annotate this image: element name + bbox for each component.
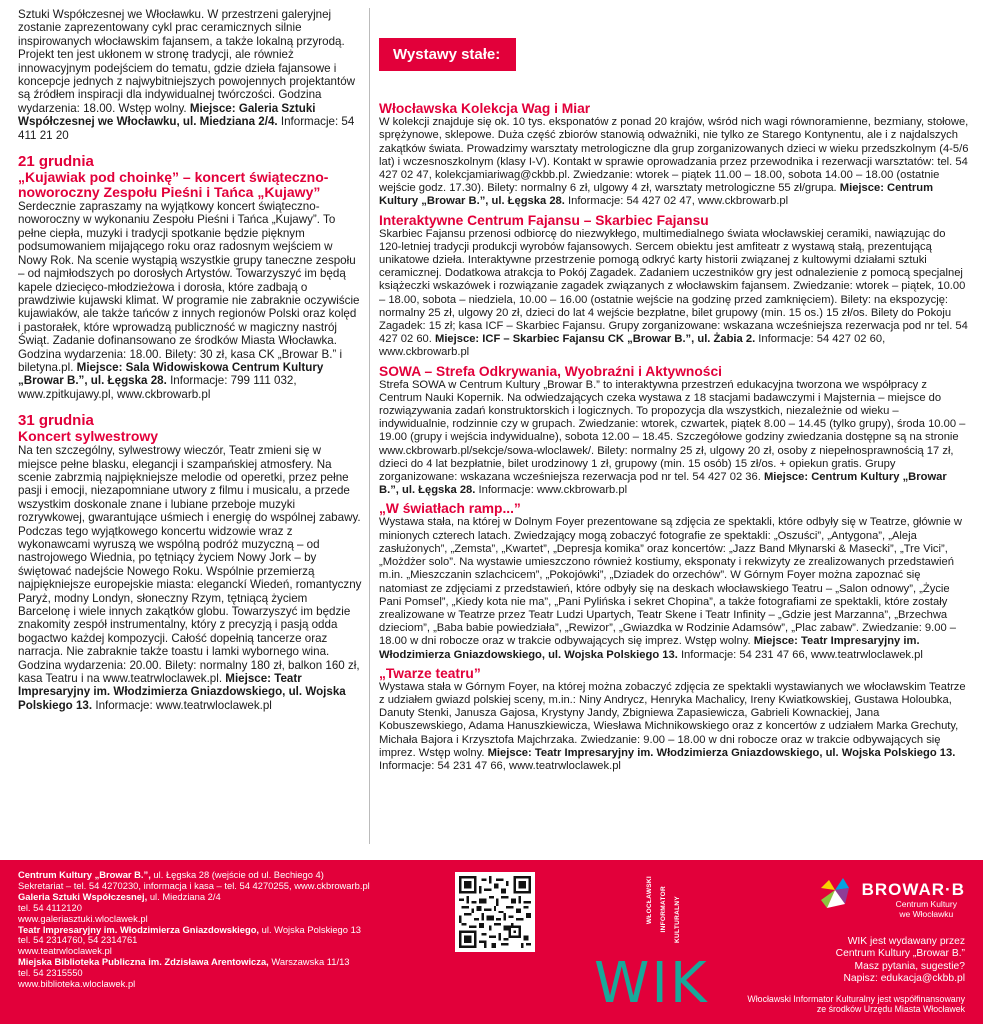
section-badge: Wystawy stałe:	[379, 38, 516, 71]
browar-sub-line: we Włocławku	[899, 908, 954, 919]
exhibition-body: W kolekcji znajduje się ok. 10 tys. eksponatów z ponad 20 krajów, wśród nich wagi równoramienne, bezmiany, stołowe, sprężynowe, sklepowe. Duża część zbiorów stanowią odważniki, nie tylko ze Starego Kontynentu, ale i z najdalszych zakątków świata. Prowadzimy warsztaty metrologiczne dla grup zorganizowanych dzieci w wieku przedszkolnym (4-5/6 lat) i wczesnoszkolnym (klasy I-V). Kontakt w sprawie oprowadzania przez przewodnika i rezerwacji warsztatów: tel. 54 427 02 47, kolekcjamiariwag@ckbb.pl. Zwiedzanie: wtorek – piątek 11.00 – 18.00, sobota 14.00 – 18.00 (ostatnie wejście godz. 17.30). Bilety: normalny 6 zł, ulgowy 4 zł, warsztaty metrologiczne 55 zł/grupa.	[379, 116, 969, 195]
exhibition-info: Informacje: 54 231 47 66, www.teatrwloclawek.pl	[379, 759, 621, 772]
qr-code-icon	[459, 876, 531, 948]
wik-vertical-label: KULTURALNY	[674, 896, 681, 943]
wik-vertical-label: INFORMATOR	[660, 886, 667, 933]
exhibition-place: Miejsce: Centrum Kultury „Browar B.”, ul. Łęgska 28.	[379, 182, 934, 208]
exhibition-text	[379, 228, 969, 360]
publisher-line: WIK jest wydawany przez	[847, 936, 965, 947]
contact-detail: Warszawska 11/13	[268, 956, 350, 968]
exhibition-body: Wystawa stała, na której w Dolnym Foyer prezentowane są zdjęcia ze spektakli, które odbyły się w Teatrze, głównie w minionych czterech latach. Zwiedzający mogą zobaczyć fotografie ze spektakli: „Oszuści”, „Antygona”, „Aleja zasłużonych”, „Zemsta”, „Kwartet”, „Depresja komika” oraz koncertów: „Jazz Band Młynarski & Masecki”, „Tre Vici”, „Możdżer solo”. Na wystawie umieszczono również kostiumy, eksponaty i rekwizyty ze zrealizowanych przedstawień m.in. „Mieszczanin szlachcicem”, „Pokojówki”, „Dziadek do orzechów”. W Górnym Foyer można zapoznać się natomiast ze zdjęciami z przedstawień, które odbyły się na deskach włocławskiego Teatru – „Salon odnowy”, „Życie Pani Pomsel”, „Kiedy kota nie ma”, „Pani Pylińska i sekret Chopina”, a także fotografiami ze spektakli, które zostały zrealizowane w Teatrze przez Teatr Ludzi Upartych, Teatr Skene i Teatr Infinity – „Gdzie jest Marzanna”, „Brzechwa dzieciom”, „Baba babie powiedziała”, „Rewizor”, „Gwiazdka w Rodzinie Adamsów”, „Plac zabaw”. Zwiedzanie: 9.00 – 18.00 w dni robocze oraz w trakcie odbywających się imprez. Wstęp wolny.	[379, 516, 962, 648]
contact-detail: ul. Łęgska 28 (wejście od ul. Bechiego 4)	[150, 869, 324, 880]
footer-contacts	[18, 870, 438, 990]
exhibition-place: Miejsce: Centrum Kultury „Browar B.”, ul. Łęgska 28.	[379, 471, 947, 497]
exhibition-text	[379, 516, 969, 661]
exhibition-body: Strefa SOWA w Centrum Kultury „Browar B.” to interaktywna przestrzeń edukacyjna tworzona we współpracy z Centrum Nauki Kopernik. Na odwiedzających czeka wystawa z 18 stacjami badawczymi i Majsternia – miejsce do rozwiązywania zadań konstruktorskich i logicznych. To propozycja dla wszystkich, niezależnie od wieku – indywidualnie, rodzinnie czy w grupach. Zwiedzanie: wtorek, czwartek, piątek 8.00 – 14.45 (tylko grupy), środa 10.00 – 19.00 (grupy i wejścia indywidualne), sobota 12.00 – 18.45. Szczegółowe godziny zwiedzania dostępne są na stronie www.ckbrowarb.pl/sekcje/sowa-wloclawek/. Bilety: normalny 25 zł, ulgowy 20 zł, osoby z niepełnosprawnością 17 zł, dzieci do 4 lat bezpłatnie, bilet urodzinowy 1 zł, grupowy (min. 15 osób) 15 zł/os. + opiekun gratis. Grupy zorganizowane: wskazana wcześniejsza rezerwacja pod nr tel. 54 427 02 36.	[379, 378, 966, 484]
browar-mark-icon	[815, 874, 855, 914]
wik-letters-text: WIK	[594, 951, 709, 1016]
exhibition-info: Informacje: 54 231 47 66, www.teatrwloclawek.pl	[680, 648, 923, 661]
browar-name: BROWAR·B	[861, 880, 965, 899]
contact-line	[18, 979, 438, 990]
event-info: Informacje: 799 111 032, www.zpitkujawy.pl, www.ckbrowarb.pl	[18, 374, 297, 401]
contact-name: Centrum Kultury „Browar B.”,	[18, 869, 151, 880]
event-place: Miejsce: Sala Widowiskowa Centrum Kultury „Browar B.”, ul. Łęgska 28.	[18, 360, 324, 388]
contact-detail: ul. Wojska Polskiego 13	[259, 923, 362, 935]
event-body: Na ten szczególny, sylwestrowy wieczór, Teatr zmieni się w miejsce pełne blasku, elegancji i szampańskiej atmosfery. Na scenie zabrzmią najpiękniejsze melodie od operetki, przez pełne pasji i emocji, niezapomniane utwory z filmu i musicalu, a przede wszystkim doskonale znane i lubiane przeboje muzyki rozrywkowej, gwarantujące uśmiech i energię do wspólnej zabawy. Podczas tego wyjątkowego koncertu widzowie wraz z wykonawcami wyruszą we wspólną podróż muzyczną – od nastrojowego Wiednia, po tętniący życiem Nowy Jork – by świętować nadejście Nowego Roku. Wspólnie przemierzą najpiękniejsze europejskie miasta: eleganckí Wiedeń, romantyczny Paryż, modny Londyn, słoneczny Rzym, tętniącą życiem Barcelonę i wiele innych zakątków globu. Towarzyszyć im będzie znakomity zespół instrumentalny, który z precyzją i pasją odda bogactwo każdej kompozycji. Całość dopełnią tancerze oraz narracja. Nie zabraknie także toastu i lamki wybornego wina. Godzina wydarzenia: 20.00. Bilety: normalny 180 zł, balkon 160 zł, kasa Teatru i na www.teatrwloclawek.pl.	[18, 444, 362, 686]
exhibition-title: Włocławska Kolekcja Wag i Miar	[379, 101, 591, 117]
funding-line: Włocławski Informator Kulturalny jest współfinansowany	[747, 994, 965, 1004]
intro-body: Sztuki Współczesnej we Włocławku. W przestrzeni galeryjnej zostanie zaprezentowany cykl prac ceramicznych silnie inspirowanych włocławskim fajansem, a także lokalną przyrodą. Projekt ten jest ukłonem w stronę tradycji, ale również innowacyjnym podejściem do tematu, gdzie dzieła fajansowe i koncepcje jednych z najwybitniejszych powojennych projektantów są źródłem inspiracji dla indywidualnej twórczości. Godzina wydarzenia: 18.00. Wstęp wolny.	[18, 8, 356, 115]
funding-line: ze środków Urzędu Miasta Włocławek	[816, 1004, 965, 1015]
contact-detail: ul. Miedziana 2/4	[147, 890, 221, 902]
contact-detail: Sekretariat – tel. 54 4270230, informacja i kasa – tel. 54 4270255, www.ckbrowarb.pl	[18, 879, 370, 891]
publisher-line: Masz pytania, sugestie?	[854, 960, 965, 972]
contact-detail: www.teatrwloclawek.pl	[18, 945, 112, 957]
event-info: Informacje: www.teatrwloclawek.pl	[95, 698, 272, 712]
event-place: Miejsce: Teatr Impresaryjny im. Włodzimierza Gniazdowskiego, ul. Wojska Polskiego 13.	[18, 672, 346, 712]
wik-vertical-label: WŁOCŁAWSKI	[646, 876, 653, 925]
publisher-info	[705, 936, 965, 985]
exhibition-place: Miejsce: Teatr Impresaryjny im. Włodzimierza Gniazdowskiego, ul. Wojska Polskiego 13.	[379, 635, 920, 661]
contact-detail: tel. 54 2315550	[18, 967, 83, 979]
contact-detail: tel. 54 4112120	[18, 901, 82, 913]
exhibition-body: Wystawa stała w Górnym Foyer, na której można zobaczyć zdjęcia ze spektakli wystawianych we włocławskim Teatrze z udziałem gwiazd polskiej sceny, m.in.: Niny Andrycz, Henryka Machalicy, Ireny Kwiatkowskiej, Gustawa Holoubka, Danuty Stenki, Janusza Gajosa, Krystyny Jandy, Zbigniewa Zapasiewicza, Gabrieli Kownackiej, Jana Kobuszewskiego, Adama Hanuszkiewicza, Wiesława Michnikowskiego oraz z koncertów z udziałem Marka Grechuty, Michała Bajora i Krzysztofa Majchrzaka. Zwiedzanie: 9.00 – 18.00 w dni robocze oraz w trakcie odbywających się imprez. Wstęp wolny.	[379, 680, 966, 759]
left-column	[18, 8, 362, 712]
contact-name: Galeria Sztuki Współczesnej,	[18, 890, 148, 902]
exhibition-title: Interaktywne Centrum Fajansu – Skarbiec Fajansu	[379, 212, 709, 228]
event-text	[18, 444, 362, 712]
publisher-email[interactable]: Napisz: edukacja@ckbb.pl	[843, 972, 965, 984]
footer-band	[0, 860, 983, 1024]
exhibition-title: „Twarze teatru”	[379, 665, 481, 681]
contact-detail: tel. 54 2314760, 54 2314761	[18, 934, 138, 946]
exhibition-text	[379, 379, 969, 498]
publisher-line: Centrum Kultury „Browar B.”	[835, 948, 965, 960]
funding-note	[665, 994, 965, 1015]
exhibition-place: Miejsce: Teatr Impresaryjny im. Włodzimierza Gniazdowskiego, ul. Wojska Polskiego 13.	[484, 746, 956, 759]
event-date: 31 grudnia	[18, 412, 94, 430]
column-divider	[369, 8, 370, 844]
exhibition-title: SOWA – Strefa Odkrywania, Wyobraźni i Aktywności	[379, 363, 722, 379]
exhibition-place: Miejsce: ICF – Skarbiec Fajansu CK „Browar B.”, ul. Żabia 2.	[435, 333, 756, 346]
exhibition-info: Informacje: 54 427 02 60, www.ckbrowarb.pl	[379, 333, 886, 359]
event-body: Serdecznie zapraszamy na wyjątkowy koncert świąteczno-noworoczny w wykonaniu Zespołu Pieśni i Tańca „Kujawy”. To pełne ciepła, muzyki i tradycji spotkanie będzie pięknym podsumowaniem mijającego roku oraz radosnym wejściem w Nowy Rok. Na scenie wystąpią wszystkie grupy taneczne zespołu – od najmłodszych po dorosłych Artystów. Towarzyszyć im będą kapele dziecięco-młodzieżowa i dorosła, które zadbają o prawdziwie kujawski klimat. W programie nie zabraknie oczywiście kujawiaków, ale także tańców z innych regionów Polski oraz kolęd i pastorałek, które wprowadzą publiczność w magiczny nastrój Świąt. Zadanie dofinansowano ze środków Miasta Włocławka. Godzina wydarzenia: 18.00. Bilety: 30 zł, kasa CK „Browar B.” i biletyna.pl.	[18, 200, 360, 374]
browar-logo	[725, 868, 965, 928]
exhibition-title: „W światłach ramp...”	[379, 501, 521, 517]
right-column	[379, 8, 969, 773]
exhibition-info: Informacje: 54 427 02 47, www.ckbrowarb.pl	[564, 195, 789, 208]
qr-code	[455, 872, 535, 952]
event-date: 21 grudnia	[18, 153, 94, 171]
event-text	[18, 200, 362, 401]
contact-detail: www.galeriasztuki.wloclawek.pl	[18, 912, 148, 924]
contact-detail: www.biblioteka.wloclawek.pl	[18, 978, 136, 990]
intro-place: Miejsce: Galeria Sztuki Współczesnej we Włocławku, ul. Miedziana 2/4.	[18, 101, 316, 129]
contact-name: Miejska Biblioteka Publiczna im. Zdzisława Arentowicza,	[18, 956, 269, 968]
exhibition-text	[379, 681, 969, 773]
exhibition-text	[379, 116, 969, 208]
intro-text	[18, 8, 362, 142]
event-title: Koncert sylwestrowy	[18, 428, 159, 445]
browar-sub-line: Centrum Kultury	[895, 899, 957, 909]
exhibition-body: Skarbiec Fajansu przenosi odbiorcę do niezwykłego, multimedialnego świata włocławskiej ceramiki, nawiązując do 120-letniej tradycji produkcji wyrobów fajansowych. Sercem obiektu jest amfiteatr z wystawą stałą, prezentującą unikatowe dzieła. Interaktywne przestrzenie pomogą odkryć karty historii związanej z kultowymi działami sztuki ceramicznej. Dodatkowa atrakcja to Pokój Zagadek. Zadaniem uczestników gry jest odnalezienie z pomocą specjalnej książeczki wskazówek i rozwiązanie zagadek związanych z włocławskim fajansem. Zwiedzanie: wtorek – piątek, 10.00 – 18.00, sobota – niedziela, 10.00 – 16.00 (ostatnie wejście na godzinę przed zamknięciem). Bilety: na ekspozycję: normalny 25 zł, ulgowy 20 zł, dzieci do lat 4 wejście bezpłatne, bilet grupowy (min. 15 os.) 15 zł/os. Bilety do Pokoju Zagadek: 15 zł; kasa ICF – Skarbiec Fajansu. Grupy zorganizowane: wskazana wcześniejsza rezerwacja pod nr tel. 54 427 02 60.	[379, 227, 968, 346]
intro-info: Informacje: 54 411 21 20	[18, 115, 355, 142]
contact-name: Teatr Impresaryjny im. Włodzimierza Gniazdowskiego,	[18, 923, 260, 935]
event-title: „Kujawiak pod choinkę” – koncert świąteczno-noworoczny Zespołu Pieśni i Tańca „Kujawy”	[18, 169, 329, 201]
browar-subtitle	[896, 900, 957, 919]
exhibition-info: Informacje: www.ckbrowarb.pl	[475, 484, 628, 497]
